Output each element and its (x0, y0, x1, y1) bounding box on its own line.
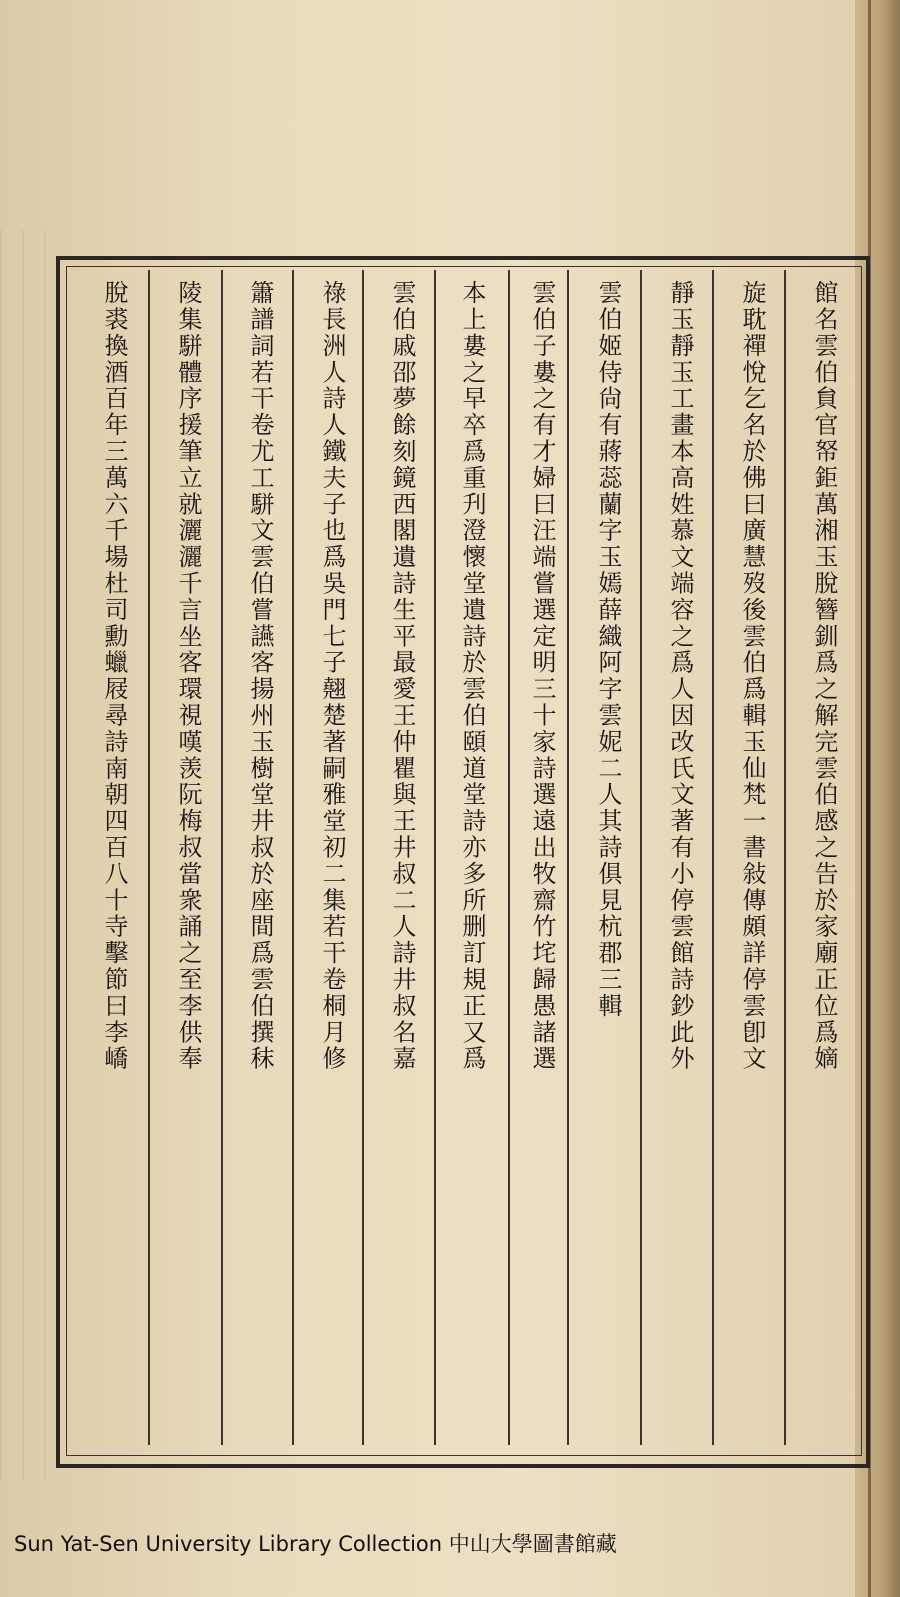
text-column-3: 靜玉靜玉工畫本高姓慕文端容之爲人因改氏文著有小停雲館詩鈔此外 (666, 280, 694, 1072)
text-column-2: 旋耽禪悅乞名於佛曰廣慧歿後雲伯爲輯玉仙梵一書敍傳頗詳停雲卽文 (738, 280, 766, 1072)
text-column-5: 雲伯子婁之有才婦曰汪端嘗選定明三十家詩選遠出牧齋竹垞歸愚諸選 (528, 280, 556, 1072)
text-column-7: 雲伯戚邵夢餘刻鏡西閣遺詩生平最愛王仲瞿與王井叔二人詩井叔名嘉 (388, 280, 416, 1072)
library-credit: Sun Yat-Sen University Library Collection 中山大學圖書館藏 (14, 1532, 617, 1556)
text-column-11: 脫裘換酒百年三萬六千場杜司勳蠟屐尋詩南朝四百八十寺擊節曰李嶠 (100, 280, 128, 1072)
text-column-1: 館名雲伯貟官帑鉅萬湘玉脫簪釧爲之解完雲伯感之告於家廟正位爲嫡 (810, 280, 838, 1072)
text-column-6: 本上婁之早卒爲重刋澄懷堂遺詩於雲伯頤道堂詩亦多所删訂規正又爲 (458, 280, 486, 1072)
show-through-text (0, 230, 60, 1480)
text-column-8: 祿長洲人詩人鐵夫子也爲吳門七子翹楚著嗣雅堂初二集若干卷桐月修 (318, 280, 346, 1072)
text-column-9: 簫譜詞若干卷尤工駢文雲伯嘗讌客揚州玉樹堂井叔於座間爲雲伯撰秣 (246, 280, 274, 1072)
text-column-4: 雲伯姬侍尙有蔣蕊蘭字玉嫣薛織阿字雲妮二人其詩俱見杭郡三輯 (594, 280, 622, 1020)
text-column-10: 陵集駢體序援筆立就灑灑千言坐客環視嘆羡阮梅叔當衆誦之至李供奉 (174, 280, 202, 1072)
